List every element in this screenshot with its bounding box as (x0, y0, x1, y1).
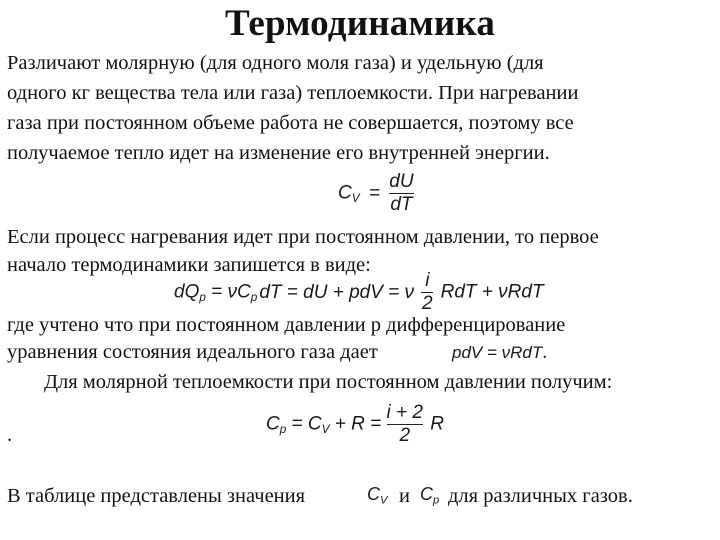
formula-cp-part: C (266, 413, 280, 435)
formula-dq-part: = νC (205, 281, 251, 303)
formula-dq (174, 270, 544, 315)
symbol-cp-sub: p (433, 494, 440, 507)
symbol-cv-letter: C (367, 484, 380, 504)
formula-dq-part: RdT + νRdT (440, 281, 544, 303)
formula-cp-sub: V (321, 423, 330, 437)
text-line: одного кг вещества тела или газа) теплоемкости. При нагревании (7, 82, 579, 104)
text-line: для различных газов. (448, 485, 633, 507)
formula-cp-part: R (430, 413, 445, 435)
text-line: газа при постоянном объеме работа не совершается, поэтому все (7, 112, 574, 134)
symbol-cp-letter: C (420, 484, 433, 504)
formula-cp-fraction (387, 402, 423, 447)
formula-dq-fraction (421, 270, 433, 315)
text-line: Различают молярную (для одного моля газа) и удельную (для (7, 52, 544, 74)
formula-dq-sub: p (199, 291, 206, 305)
formula-dq-numerator: i (425, 270, 430, 291)
formula-cp-sub: p (279, 423, 287, 437)
formula-cv-lhs-sub: V (351, 192, 360, 206)
inline-formula-period: . (542, 341, 548, 363)
formula-cv-fraction (389, 171, 413, 216)
formula-cv (338, 171, 414, 216)
formula-cp-part: + R = (329, 413, 387, 435)
formula-cp (266, 402, 444, 447)
inline-formula-pdv (452, 341, 547, 364)
formula-dq-denominator: 2 (422, 293, 433, 314)
formula-cv-numerator: dU (389, 171, 414, 192)
cp-intro-line: Для молярной теплоемкости при постоянном давлении получим: (44, 371, 613, 393)
page-title: Термодинамика (224, 3, 496, 44)
formula-cp-numerator: i + 2 (386, 402, 423, 423)
text-line: где учтено что при постоянном давлении р дифференцирование (7, 314, 566, 336)
symbol-cp (420, 484, 439, 506)
formula-dq-sub: p (250, 291, 258, 305)
inline-formula: pdV = νRdT (452, 343, 543, 362)
symbol-cv-sub: V (380, 494, 388, 507)
formula-cv-lhs: C (338, 182, 352, 204)
formula-cv-denominator: dT (390, 194, 413, 215)
formula-cp-part: = C (286, 413, 322, 435)
conjunction-and: и (399, 485, 410, 507)
formula-dq-part: dQ (174, 281, 200, 303)
formula-cv-eq: = (368, 182, 380, 204)
formula-dq-part: dT = dU + pdV = ν (259, 281, 415, 303)
text-line: уравнения состояния идеального газа дает (7, 341, 378, 363)
symbol-cv (367, 484, 387, 506)
text-line: начало термодинамики запишется в виде: (7, 254, 371, 276)
text-line: В таблице представлены значения (7, 485, 306, 507)
text-line: получаемое тепло идет на изменение его внутренней энергии. (7, 142, 550, 164)
formula-cp-denominator: 2 (399, 425, 411, 446)
text-line: Если процесс нагревания идет при постоянном давлении, то первое (7, 226, 599, 248)
stray-dot: . (7, 424, 13, 446)
